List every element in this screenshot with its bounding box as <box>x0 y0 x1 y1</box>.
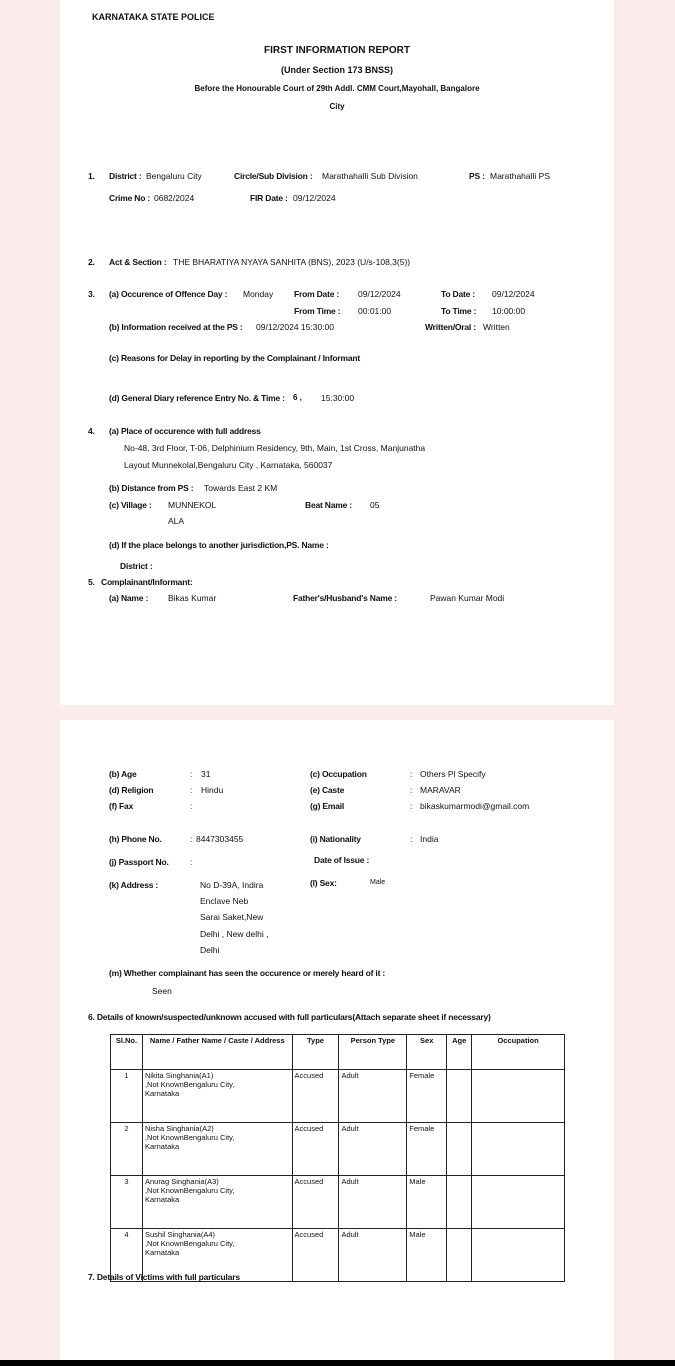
accused-table-header <box>111 1035 565 1070</box>
from-date-label: From Date : <box>294 289 340 299</box>
age-colon: : <box>190 769 193 779</box>
complainant-name-value: Bikas Kumar <box>168 593 217 603</box>
circle-label: Circle/Sub Division : <box>234 171 313 181</box>
cell-sl: 1 <box>111 1070 143 1123</box>
offence-day-value: Monday <box>243 289 274 299</box>
accused-address-2: Karnataka <box>144 1142 180 1151</box>
religion-label: (d) Religion <box>109 785 154 795</box>
religion-value: Hindu <box>201 785 224 795</box>
gd-entry-number: 6 , <box>293 393 302 402</box>
phone-value: 8447303455 <box>196 834 244 844</box>
beat-name-value: 05 <box>370 500 380 510</box>
from-time-value: 00:01:00 <box>358 306 392 316</box>
cell-person-type: Adult <box>339 1229 407 1282</box>
occupation-value: Others Pl Specify <box>420 769 486 779</box>
from-date-value: 09/12/2024 <box>358 289 401 299</box>
cell-name <box>142 1176 292 1229</box>
to-time-label: To Time : <box>441 306 477 316</box>
accused-address-2: Karnataka <box>144 1195 180 1204</box>
cell-person-type: Adult <box>339 1070 407 1123</box>
religion-colon: : <box>190 785 193 795</box>
from-time-label: From Time : <box>294 306 341 316</box>
accused-name: Nisha Singhania(A2) <box>144 1124 214 1133</box>
ps-value: Marathahalli PS <box>490 171 551 181</box>
accused-name: Sushil Singhania(A4) <box>144 1230 216 1239</box>
fax-label: (f) Fax <box>109 801 134 811</box>
crime-no-label: Crime No : <box>109 193 150 203</box>
accused-address-2: Karnataka <box>144 1248 180 1257</box>
distance-label: (b) Distance from PS : <box>109 483 194 493</box>
cell-occupation <box>472 1229 565 1282</box>
cell-age <box>447 1176 472 1229</box>
section-1-number: 1. <box>88 171 95 181</box>
act-value: THE BHARATIYA NYAYA SANHITA (BNS), 2023 (U/s-108,3(5)) <box>173 257 411 267</box>
to-date-label: To Date : <box>441 289 475 299</box>
caste-value: MARAVAR <box>420 785 461 795</box>
email-colon: : <box>410 801 413 811</box>
cell-name <box>142 1070 292 1123</box>
cell-occupation <box>472 1176 565 1229</box>
village-value-line-1: MUNNEKOL <box>168 500 217 510</box>
phone-colon: : <box>190 834 193 844</box>
address-line-4: Delhi , New delhi , <box>200 929 269 939</box>
nationality-value: India <box>420 834 439 844</box>
gd-entry-time: 15:30:00 <box>321 393 355 403</box>
table-row <box>111 1176 565 1229</box>
beat-name-label: Beat Name : <box>305 500 352 510</box>
info-received-value: 09/12/2024 15:30:00 <box>256 322 334 332</box>
section-4-number: 4. <box>88 426 95 436</box>
cell-sex: Male <box>407 1176 447 1229</box>
place-address-line-2: Layout Munnekolal,Bengaluru City , Karnataka, 560037 <box>124 460 333 470</box>
email-value: bikaskumarmodi@gmail.com <box>420 801 530 811</box>
fax-colon: : <box>190 801 193 811</box>
cell-occupation <box>472 1123 565 1176</box>
accused-address-2: Karnataka <box>144 1089 180 1098</box>
complainant-heading: Complainant/Informant: <box>101 577 193 587</box>
to-time-value: 10:00:00 <box>492 306 526 316</box>
cell-sl: 3 <box>111 1176 143 1229</box>
district-value: Bengaluru City <box>146 171 202 181</box>
occupation-colon: : <box>410 769 413 779</box>
father-name-value: Pawan Kumar Modi <box>430 593 505 603</box>
court-name: Before the Honourable Court of 29th Addl. CMM Court,Mayohall, Bangalore <box>194 84 480 93</box>
delay-reason-label: (c) Reasons for Delay in reporting by the Complainant / Informant <box>109 353 361 363</box>
fir-date-label: FIR Date : <box>250 193 288 203</box>
gd-entry-label: (d) General Diary reference Entry No. & Time : <box>109 393 285 403</box>
circle-value: Marathahalli Sub Division <box>322 171 418 181</box>
date-of-issue-label: Date of Issue : <box>314 855 370 865</box>
jurisdiction-district-label: District : <box>120 561 153 571</box>
address-line-2: Enclave Neb <box>200 896 249 906</box>
cell-age <box>447 1070 472 1123</box>
caste-label: (e) Caste <box>310 785 345 795</box>
accused-address-1: ,Not KnownBengaluru City, <box>144 1080 235 1089</box>
col-occupation: Occupation <box>472 1035 565 1070</box>
seen-heard-value: Seen <box>152 986 172 996</box>
cell-type: Accused <box>292 1229 339 1282</box>
cell-sl: 2 <box>111 1123 143 1176</box>
seen-heard-label: (m) Whether complainant has seen the occurence or merely heard of it : <box>109 968 386 978</box>
act-label: Act & Section : <box>109 257 167 267</box>
accused-name: Nikita Singhania(A1) <box>144 1071 214 1080</box>
col-sl-no: Sl.No. <box>111 1035 143 1070</box>
email-label: (g) Email <box>310 801 345 811</box>
table-row <box>111 1123 565 1176</box>
passport-colon: : <box>190 857 193 867</box>
address-line-3: Sarai Saket,New <box>200 912 264 922</box>
cell-name <box>142 1123 292 1176</box>
offence-day-label: (a) Occurence of Offence Day : <box>109 289 228 299</box>
ps-label: PS : <box>469 171 485 181</box>
cell-age <box>447 1229 472 1282</box>
cell-sex: Male <box>407 1229 447 1282</box>
crime-no-value: 0682/2024 <box>154 193 195 203</box>
info-received-label: (b) Information received at the PS : <box>109 322 243 332</box>
village-label: (c) Village : <box>109 500 152 510</box>
address-line-5: Delhi <box>200 945 220 955</box>
victims-heading: 7. Details of Victims with full particulars <box>88 1272 240 1282</box>
col-sex: Sex <box>407 1035 447 1070</box>
col-name: Name / Father Name / Caste / Address <box>142 1035 292 1070</box>
complainant-name-label: (a) Name : <box>109 593 149 603</box>
cell-type: Accused <box>292 1123 339 1176</box>
sex-label: (l) Sex: <box>310 878 337 888</box>
cell-type: Accused <box>292 1176 339 1229</box>
nationality-label: (i) Nationality <box>310 834 361 844</box>
col-age: Age <box>447 1035 472 1070</box>
occupation-label: (c) Occupation <box>310 769 367 779</box>
village-value-line-2: ALA <box>168 516 185 526</box>
father-name-label: Father's/Husband's Name : <box>293 593 397 603</box>
cell-occupation <box>472 1070 565 1123</box>
cell-sex: Female <box>407 1070 447 1123</box>
cell-age <box>447 1123 472 1176</box>
written-oral-value: Written <box>483 322 510 332</box>
cell-type: Accused <box>292 1070 339 1123</box>
section-3-number: 3. <box>88 289 95 299</box>
accused-address-1: ,Not KnownBengaluru City, <box>144 1186 235 1195</box>
sex-value: Male <box>370 879 386 886</box>
age-label: (b) Age <box>109 769 137 779</box>
bottom-bar <box>0 1360 675 1366</box>
accused-heading: 6. Details of known/suspected/unknown accused with full particulars(Attach separate sheet if necessary) <box>88 1012 491 1022</box>
section-2-number: 2. <box>88 257 95 267</box>
court-city: City <box>329 102 345 111</box>
accused-address-1: ,Not KnownBengaluru City, <box>144 1239 235 1248</box>
report-section: (Under Section 173 BNSS) <box>280 65 394 75</box>
place-label: (a) Place of occurence with full address <box>109 426 261 436</box>
section-5-number: 5. <box>88 577 95 587</box>
fir-date-value: 09/12/2024 <box>293 193 336 203</box>
report-title: FIRST INFORMATION REPORT <box>264 45 410 56</box>
cell-person-type: Adult <box>339 1176 407 1229</box>
col-person-type: Person Type <box>339 1035 407 1070</box>
district-label: District : <box>109 171 142 181</box>
place-address-line-1: No-48, 3rd Floor, T-06, Delphinium Residency, 9th, Main, 1st Cross, Manjunatha <box>124 443 426 453</box>
distance-value: Towards East 2 KM <box>204 483 278 493</box>
address-label: (k) Address : <box>109 880 159 890</box>
written-oral-label: Written/Oral : <box>425 322 476 332</box>
cell-sex: Female <box>407 1123 447 1176</box>
age-value: 31 <box>201 769 211 779</box>
passport-label: (j) Passport No. <box>109 857 169 867</box>
caste-colon: : <box>410 785 413 795</box>
jurisdiction-label: (d) If the place belongs to another jurisdiction,PS. Name : <box>109 540 329 550</box>
address-line-1: No D-39A, Indira <box>200 880 264 890</box>
table-row <box>111 1070 565 1123</box>
col-type: Type <box>292 1035 339 1070</box>
accused-name: Anurag Singhania(A3) <box>144 1177 219 1186</box>
accused-table <box>110 1034 565 1282</box>
phone-label: (h) Phone No. <box>109 834 162 844</box>
org-name: KARNATAKA STATE POLICE <box>92 12 215 22</box>
accused-address-1: ,Not KnownBengaluru City, <box>144 1133 235 1142</box>
to-date-value: 09/12/2024 <box>492 289 535 299</box>
nationality-colon: : <box>410 834 413 844</box>
cell-person-type: Adult <box>339 1123 407 1176</box>
cell-sl: 4 <box>111 1229 143 1282</box>
